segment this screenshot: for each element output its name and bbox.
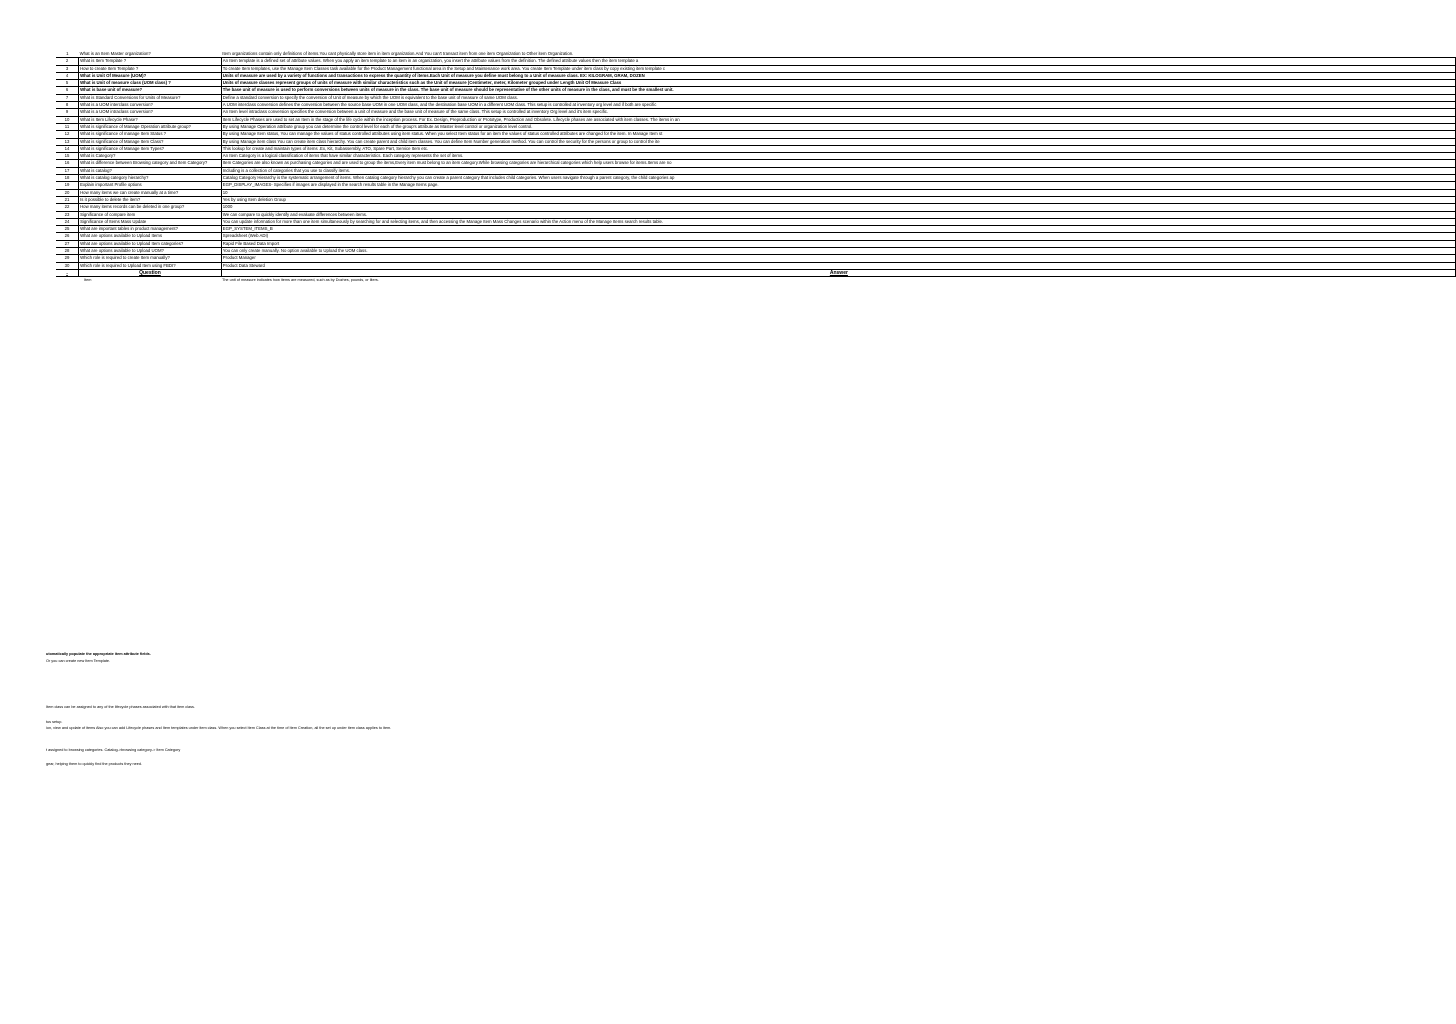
- question-cell: What is Unit Of Measure (UOM)?: [79, 72, 222, 79]
- row-number: 16: [56, 160, 79, 167]
- answer-cell: Item Lifecycle Phases are used to set an Item in the stage of the life cycle within the inception process. For Ex. Design, Preproduction or Prototype, Production and Obsolete. Lifecycle phases are associated with item classes. The items in an: [221, 116, 1455, 123]
- table-row: [56, 160, 1456, 167]
- row-number: 25: [56, 226, 79, 233]
- question-cell: What is significance of Manage Operation attribute group?: [79, 123, 222, 130]
- answer-cell: Yes by using Item deletion Group: [221, 196, 1455, 203]
- item-label: Item: [84, 278, 92, 282]
- table-row: [56, 233, 1456, 240]
- row-number: 12: [56, 131, 79, 138]
- row-number: 2: [56, 58, 79, 65]
- table-row: [56, 58, 1456, 65]
- question-cell: What are options available to Upload Items: [79, 233, 222, 240]
- question-cell: What is significance of manage Item Status ?: [79, 131, 222, 138]
- question-cell: What is Item Template ?: [79, 58, 222, 65]
- answer-cell: 10: [221, 189, 1455, 196]
- answer-cell: To create Item templates, use the Manage Item Classes task available for the Product Management functional area in the Setup and Maintenance work area. You create Item Template under item class by copy existing item template c: [221, 65, 1455, 72]
- row-number: 17: [56, 167, 79, 174]
- question-cell: What is a UOM interclass conversion?: [79, 102, 222, 109]
- row-number: 22: [56, 204, 79, 211]
- row-number: 10: [56, 116, 79, 123]
- row-number: 27: [56, 240, 79, 247]
- answer-cell: You can update information for more than one item simultaneously by searching for and selecting items, and then accessing the Manage Item Mass Changes scenario within the Action menu of the Manage Items search results table.: [221, 218, 1455, 225]
- row-number: 7: [56, 94, 79, 101]
- row-number: 26: [56, 233, 79, 240]
- table-row: [56, 102, 1456, 109]
- table-row: [56, 226, 1456, 233]
- row-number: 5: [56, 80, 79, 87]
- row-number: 30: [56, 262, 79, 269]
- answer-cell: Product Manager: [221, 255, 1455, 262]
- question-cell: What is catalog?: [79, 167, 222, 174]
- question-cell: What is significance of Manage Item Types?: [79, 145, 222, 152]
- answer-cell: By using Manage Operation attribute group you can determine the control level for each of the group's attribute as Master level control or organization level control.: [221, 123, 1455, 130]
- row-number: 6: [56, 87, 79, 94]
- question-cell: Significance of compare item: [79, 211, 222, 218]
- table-row: [56, 182, 1456, 189]
- question-cell: Significance of Items Mass Update: [79, 218, 222, 225]
- question-cell: What are important tables in product management?: [79, 226, 222, 233]
- question-cell: What is base unit of measure?: [79, 87, 222, 94]
- answer-cell: Units of measure classes represent groups of units of measure with similar characteristics such as the Unit of measure (Centimeter, meter, Kilometer grouped under Length Unit Of Measure Class: [221, 80, 1455, 87]
- row-number: 19: [56, 182, 79, 189]
- answer-cell: Spreadsheet (Web ADI): [221, 233, 1455, 240]
- table-row: [56, 211, 1456, 218]
- answer-cell: We can compare to quickly identify and evaluate differences between items.: [221, 211, 1455, 218]
- question-cell: What is Standard Conversions for Units of Measure?: [79, 94, 222, 101]
- table-row: [56, 145, 1456, 152]
- table-row: [56, 248, 1456, 255]
- answer-cell: EGP_DISPLAY_IMAGES- Specifies if images are displayed in the search results table in the Manage Items page.: [221, 182, 1455, 189]
- answer-cell: An Item Category is a logical classification of items that have similar characteristics. Each category represents the set of items.: [221, 153, 1455, 160]
- table-row: [56, 175, 1456, 182]
- row-number: 29: [56, 255, 79, 262]
- header-number: .: [56, 269, 79, 276]
- browsing-note-1: t assigned to browsing categories. Catalog->browsing category-> Item Category: [46, 748, 181, 752]
- question-cell: What are options available to Upload Item categories?: [79, 240, 222, 247]
- table-row: [56, 189, 1456, 196]
- question-cell: What is an Item Master organization?: [79, 51, 151, 56]
- answer-cell: An Item level intraclass conversion specifies the conversion between a unit of measure and the base unit of measure of the same class. This setup is controlled at inventory Org level and it's item specific.: [221, 109, 1455, 116]
- answer-cell: Product Data Steward: [221, 262, 1455, 269]
- table-row: [56, 51, 1456, 58]
- table-row: [56, 80, 1456, 87]
- table-row: [56, 116, 1456, 123]
- question-cell: Explain important Profile options: [79, 182, 222, 189]
- table-row: [56, 131, 1456, 138]
- lifecycle-note-3: ion, view and update of items Also you can add Lifecycle phases and Item templates under item class. When you select Item Class at the time of Item Creation, all the set up under item class applies to item.: [46, 726, 392, 730]
- header-row: [56, 269, 1456, 276]
- question-cell: What are options available to Upload UOM?: [79, 248, 222, 255]
- question-cell: Is it possible to delete the item?: [79, 196, 222, 203]
- answer-cell: By using Manage item class You can create item class hierarchy. You can create parent and child item classes. You can define Item Number generation method. You can control the security for the persons or group to control the ite: [221, 138, 1455, 145]
- table-row: [56, 196, 1456, 203]
- row-number: 18: [56, 175, 79, 182]
- answer-cell: A UOM interclass conversion defines the conversion between the source base UOM in one UOM class, and the destination base UOM in a different UOM class. This setup is controlled at inventory org level and if both are specific: [221, 102, 1455, 109]
- table-row: [56, 123, 1456, 130]
- answer-cell: Including is a collection of categories that you use to classify items.: [221, 167, 1455, 174]
- row-number: 21: [56, 196, 79, 203]
- browsing-note-2: gear, helping them to quickly find the products they need.: [46, 762, 143, 766]
- answer-cell: This lookup for create and maintain types of items .Ex, Kit, Subassembly, ATO, Spare Part, Service Item etc.: [221, 145, 1455, 152]
- answer-cell: Item organizations contain only definitions of items.You cant physically store item in item organization.And You can't transact item from one item Organization to Other item Organization.: [222, 51, 574, 56]
- table-row: [56, 65, 1456, 72]
- header-answer: Answer: [221, 269, 1455, 276]
- row-number: 24: [56, 218, 79, 225]
- answer-cell: EGP_SYSTEM_ITEMS_B: [221, 226, 1455, 233]
- row-number: 9: [56, 109, 79, 116]
- question-cell: What is a UOM intraclass conversion?: [79, 109, 222, 116]
- question-cell: What is difference between Browsing category and Item Category?: [79, 160, 222, 167]
- answer-cell: Item Categories are also known as purchasing categories and are used to group the items,Every item must belong to an item category.While browsing categories are hierarchical categories which help users browse for items.Items are no: [221, 160, 1455, 167]
- table-row: [56, 240, 1456, 247]
- question-cell: How many items records can be deleted in one group?: [79, 204, 222, 211]
- answer-cell: Catalog Category Hierarchy is the systematic arrangement of items. When catalog category hierarchy you can create a parent category that includes child categories. When users navigate through a parent category, the child categories ap: [221, 175, 1455, 182]
- question-cell: What is Category?: [79, 153, 222, 160]
- table-row: [56, 94, 1456, 101]
- question-cell: How many items we can create manually at a time?: [79, 189, 222, 196]
- question-cell: Which role is required to Upload Item using FBDI?: [79, 262, 222, 269]
- create-template-note: Or you can create new Item Template.: [46, 659, 111, 663]
- row-number: 23: [56, 211, 79, 218]
- answer-cell: 1000: [221, 204, 1455, 211]
- answer-cell: Define a standard conversion to specify the conversion of Unit of measure by which the UOM is equivalent to the base unit of measure of same UOM class.: [221, 94, 1455, 101]
- lifecycle-note-2: tus setup.: [46, 720, 63, 724]
- table-row: [56, 204, 1456, 211]
- question-cell: What is catalog category hierarchy?: [79, 175, 222, 182]
- table-row: [56, 153, 1456, 160]
- answer-cell: By using Manage Item status, You can manage the values of status controlled attributes using item status. When you select Item status for an item the values of status controlled attributes are changed for the item. In Manage Item st: [221, 131, 1455, 138]
- answer-cell: The base unit of measure is used to perform conversions between units of measure in the class. The base unit of measure should be representative of the other units of measure in the class, and must be the smallest unit.: [221, 87, 1455, 94]
- row-number: 1: [66, 51, 69, 56]
- row-number: 13: [56, 138, 79, 145]
- question-cell: What is Item Lifecycle Phase?: [79, 116, 222, 123]
- header-question: Question: [79, 269, 222, 276]
- table-row: [56, 72, 1456, 79]
- table-row: [56, 109, 1456, 116]
- qa-table: [56, 51, 1456, 277]
- item-unit-description: The unit of measure indicates how items are measured, such as by Dozhes, pounds, or liters.: [222, 278, 379, 282]
- table-row: [56, 255, 1456, 262]
- qa-rows: [56, 51, 1456, 277]
- answer-cell: You can only create manually. No option available to Upload the UOM class.: [221, 248, 1455, 255]
- table-row: [56, 167, 1456, 174]
- answer-cell: Units of measure are used by a variety of functions and transactions to express the quantity of items.Each Unit of measure you define must belong to a Unit of measure class. EX: KILOGRAM, GRAM, DOZEN: [221, 72, 1455, 79]
- row-number: 28: [56, 248, 79, 255]
- table-row: [56, 138, 1456, 145]
- row-number: 15: [56, 153, 79, 160]
- table-row: [56, 262, 1456, 269]
- table-row: [56, 87, 1456, 94]
- question-cell: Which role is required to create Item manually?: [79, 255, 222, 262]
- question-cell: What is Unit of measure class (UOM class) ?: [79, 80, 222, 87]
- question-cell: How to create Item Template ?: [79, 65, 222, 72]
- row-number: 20: [56, 189, 79, 196]
- answer-cell: Rapid File Based Data Import: [221, 240, 1455, 247]
- row-number: 11: [56, 123, 79, 130]
- answer-cell: An Item template is a defined set of attribute values. When you apply an item template to an item in an organization, you insert the attribute values from the definition. The defined attribute values then the item template a: [221, 58, 1455, 65]
- row-number: 14: [56, 145, 79, 152]
- row-number: 4: [56, 72, 79, 79]
- row-number: 8: [56, 102, 79, 109]
- auto-populate-note: utomatically populate the appropriate item attribute fields.: [46, 652, 151, 656]
- row-number: 3: [56, 65, 79, 72]
- lifecycle-note-1: Item class can be assigned to any of the lifecycle phases associated with that item class.: [46, 705, 195, 709]
- question-cell: What is significance of Manage Item Class?: [79, 138, 222, 145]
- table-row: [56, 218, 1456, 225]
